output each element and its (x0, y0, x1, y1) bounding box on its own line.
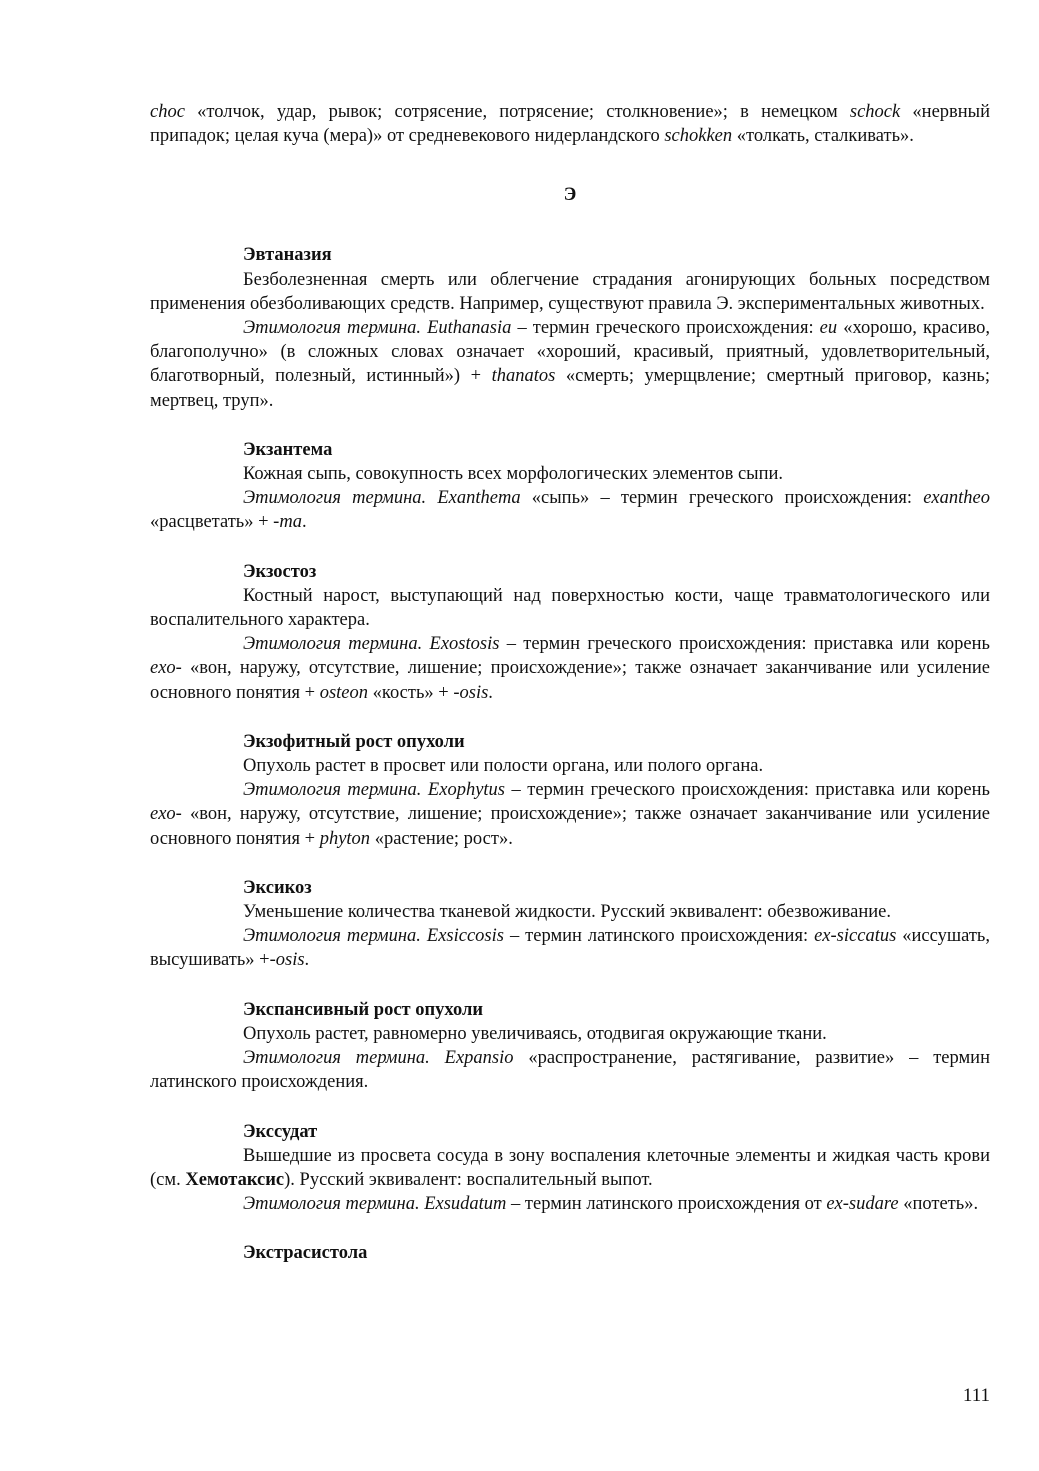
entry-term: Эксикоз (243, 877, 312, 898)
text: «растение; рост». (370, 828, 513, 849)
entry-definition (150, 1144, 990, 1192)
text: . (301, 512, 307, 533)
latin-word: Expansio (429, 1048, 514, 1069)
latin-word: Exanthema (426, 488, 521, 509)
entry-definition: Костный нарост, выступающий над поверхностью кости, чаще травматологического или воспалительного характера. (150, 585, 990, 631)
entry-term: Экзофитный рост опухоли (243, 731, 465, 752)
entry-etymology (150, 486, 990, 534)
entry-definition: Кожная сыпь, совокупность всех морфологических элементов сыпи. (243, 464, 784, 485)
text: . (304, 950, 310, 971)
text: . (488, 682, 493, 703)
entry-evtanaziya (150, 243, 990, 412)
latin-word: schock (849, 102, 901, 122)
etymology-label: Этимология термина. (243, 318, 422, 339)
latin-word: exantheo (923, 488, 990, 509)
latin-word: Exsudatum (419, 1194, 507, 1215)
latin-word: Exostosis (422, 634, 500, 655)
entry-term: Эвтаназия (243, 245, 332, 266)
entry-etymology (150, 316, 990, 413)
latin-word: -osis (269, 950, 305, 971)
entry-etymology (150, 924, 990, 972)
text: «иссушать, высушивать» + (150, 926, 990, 971)
text: «нервный припадок; целая куча (мера)» от средневекового нидерландского (150, 102, 991, 147)
latin-word: ex-sudare (826, 1194, 899, 1215)
entry-term: Экспансивный рост опухоли (243, 999, 483, 1020)
entry-etymology (150, 1046, 990, 1094)
entry-definition: Опухоль растет, равномерно увеличиваясь, отодвигая окружающие ткани. (243, 1023, 827, 1044)
entry-definition: Безболезненная смерть или облегчение страдания агонирующих больных посредством применения обезболивающих средств. Например, существуют правила Э. экспериментальных животных. (150, 269, 990, 314)
text: «толкать, сталкивать». (732, 126, 914, 147)
text: – термин греческого происхождения: (511, 318, 820, 339)
text: – термин греческого происхождения: приставка или корень (499, 634, 990, 655)
latin-word: exo- (150, 658, 182, 679)
text: «толчок, удар, рывок; сотрясение, потрясение; столкновение»; в немецком (184, 102, 850, 122)
etymology-label: Этимология термина. (243, 1048, 430, 1069)
text: «вон, наружу, отсутствие, лишение; происхождение»; также означает заканчивание или усиление основного понятия + (150, 658, 990, 703)
entry-ekzantema (150, 438, 990, 535)
etymology-label: Этимология термина. (243, 1194, 420, 1215)
text: «распространение, растягивание, развитие» – термин латинского происхождения. (150, 1048, 990, 1093)
entry-term: Экзантема (243, 439, 333, 460)
entry-ekssudat (150, 1120, 990, 1217)
section-letter: Э (563, 185, 577, 206)
latin-word: phyton (319, 828, 371, 849)
etymology-label: Этимология термина. (243, 488, 427, 509)
entry-etymology (150, 632, 990, 705)
latin-word: exo- (150, 804, 182, 825)
entry-ekzofitnyi-rost (150, 730, 990, 851)
etymology-label: Этимология термина. (243, 926, 421, 947)
latin-word: eu (819, 318, 838, 339)
entry-etymology (150, 778, 990, 851)
entry-etymology (150, 1192, 990, 1216)
latin-word: choc (150, 102, 185, 122)
page-body (150, 100, 990, 1266)
entry-ekspansivnyi-rost (150, 998, 990, 1095)
entry-ekzostoz (150, 560, 990, 705)
latin-word: thanatos (491, 366, 556, 387)
text: «вон, наружу, отсутствие, лишение; происхождение»; также означает заканчивание или усиление основного понятия + (150, 804, 990, 849)
latin-word: osteon (319, 682, 369, 703)
text: «сыпь» – термин греческого происхождения: (520, 488, 924, 509)
text: ). Русский эквивалент: воспалительный выпот. (284, 1169, 653, 1190)
entry-ekstrasistola (150, 1241, 990, 1265)
etymology-label: Этимология термина. (243, 634, 423, 655)
latin-word: -ma (273, 512, 302, 533)
text: «расцветать» + (150, 512, 274, 533)
entry-definition: Уменьшение количества тканевой жидкости. Русский эквивалент: обезвоживание. (243, 902, 891, 923)
entry-eksikoz (150, 876, 990, 973)
latin-word: Exophytus (421, 780, 505, 801)
latin-word: schokken (664, 126, 733, 147)
text: «кость» + (368, 682, 454, 703)
latin-word: Exsiccosis (420, 926, 504, 947)
page-number: 111 (962, 1385, 990, 1406)
text: «хорошо, красиво, благополучно» (в сложных словах означает «хороший, красивый, приятный, удовлетворительный, благотворный, полезный, истинный») + (150, 318, 990, 387)
latin-word: Euthanasia (421, 318, 512, 339)
intro-paragraph (150, 100, 990, 148)
text: – термин латинского происхождения: (503, 926, 815, 947)
entry-definition: Опухоль растет в просвет или полости органа, или полого органа. (243, 756, 764, 777)
text: «потеть». (898, 1194, 979, 1215)
latin-word: -osis (453, 682, 489, 703)
text: «смерть; умерщвление; смертный приговор, казнь; мертвец, труп». (150, 366, 991, 411)
cross-reference: Хемотаксис (185, 1169, 285, 1190)
text: – термин латинского происхождения от (506, 1194, 827, 1215)
entry-term: Экстрасистола (243, 1243, 368, 1264)
text: – термин греческого происхождения: приставка или корень (505, 780, 990, 801)
entry-term: Экзостоз (243, 561, 317, 582)
latin-word: ex-siccatus (814, 926, 897, 947)
etymology-label: Этимология термина. (243, 780, 422, 801)
text: Вышедшие из просвета сосуда в зону воспаления клеточные элементы и жидкая часть крови (см. (150, 1145, 990, 1190)
entry-term: Экссудат (243, 1121, 318, 1142)
